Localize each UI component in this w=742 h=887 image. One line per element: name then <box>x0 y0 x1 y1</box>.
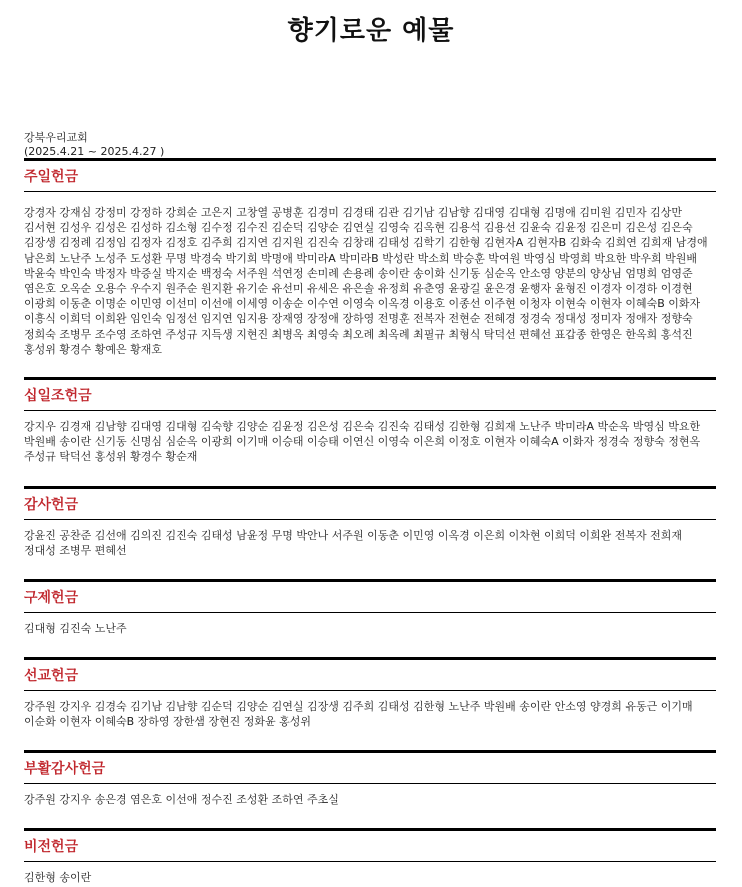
section-easter-thanksgiving-offering <box>24 750 716 807</box>
section-heading: 부활감사헌금 <box>24 761 106 777</box>
section-thanksgiving-offering <box>24 486 716 558</box>
section-heading: 주일헌금 <box>24 169 79 185</box>
section-sunday-offering <box>24 158 716 357</box>
section-heading: 감사헌금 <box>24 497 79 513</box>
section-mission-offering <box>24 657 716 729</box>
section-divider <box>24 612 716 613</box>
donor-names: 김대형 김진숙 노난주 <box>24 622 127 635</box>
donor-names: 강주원 강지우 김경숙 김기남 김남향 김순덕 김양순 김연실 김장생 김주희 김태성 김한형 노난주 박원배 송이란 안소영 양경희 유동근 이기매 이순화 이현자 이혜숙B 장하영 장한샘 장현진 정화윤 홍성위 <box>24 700 693 729</box>
section-divider <box>24 410 716 411</box>
donor-names: 김한형 송이란 <box>24 871 92 884</box>
section-tithe-offering <box>24 377 716 465</box>
donor-names: 강윤진 공찬준 김선애 김의진 김진숙 김태성 남윤정 무명 박안나 서주원 이동춘 이민영 이옥경 이은희 이차현 이희덕 이희완 전복자 전희재 정대성 조병무 편혜선 <box>24 529 682 558</box>
section-vision-offering <box>24 828 716 885</box>
section-heading: 비전헌금 <box>24 839 79 855</box>
page-title: 향기로운 예물 <box>287 16 455 46</box>
section-divider <box>24 519 716 520</box>
section-heading: 십일조헌금 <box>24 388 92 404</box>
section-divider <box>24 690 716 691</box>
section-heading: 구제헌금 <box>24 590 79 606</box>
week-period: (2025.4.21 ~ 2025.4.27 ) <box>24 145 165 158</box>
section-divider <box>24 783 716 784</box>
section-heading: 선교헌금 <box>24 668 79 684</box>
section-divider <box>24 861 716 862</box>
donor-names: 강경자 강재심 강정미 강정하 강희순 고은지 고창열 공병훈 김경미 김경태 김관 김기남 김남향 김대영 김대형 김명애 김미원 김민자 김상만 김서현 김성우 김성은 김성하 김소형 김수정 김수진 김순덕 김양순 김연실 김영숙 김옥현 김용석 김용선 김윤숙 김윤정 김은미 김은성 김은숙 김장생 김정례 김정임 김정자 김정호 김주희 김지연 김지원 김진숙 김창래 김태성 김학기 김한형 김현자A 김현자B 김화숙 김희연 김희재 남경애 남은희 노난주 노성주 도성환 무명 박경숙 박기희 박명애 박미라A 박미라B 박성란 박소희 박승훈 박여원 박영심 박영희 박요한 박우희 박원배 박윤숙 박인숙 박정자 박증실 박지순 백정숙 서주원 석연정 손미례 손용례 송이란 송이화 신기동 심순옥 안소영 양분의 양상님 엄명희 엄영준 염은호 오옥순 오용수 우수지 원주순 원지환 유기순 유선미 유세은 유은솔 유정희 유춘영 윤광길 윤은경 윤행자 윤형진 이경자 이경하 이경현 이광희 이동춘 이명순 이민영 이선미 이선애 이세영 이송순 이수연 이영숙 이옥경 이용호 이종선 이주현 이청자 이현숙 이현자 이혜숙B 이화자 이흥식 이희덕 이희완 임인숙 임정선 임지연 임지용 장재영 장정애 장하영 전명훈 전복자 전현순 전혜경 정경숙 정대성 정미자 정애자 정향숙 정희숙 조병무 조수영 조하연 주성규 지득생 지현진 최병옥 최영숙 최오례 최옥례 최필규 최형식 탁덕선 편혜선 표갑종 한영은 한옥희 홍석진 홍성위 황경수 황예은 황재호 <box>24 206 708 356</box>
section-divider <box>24 191 716 192</box>
donor-names: 강주원 강지우 송은경 염은호 이선애 정수진 조성환 조하연 주초실 <box>24 793 339 806</box>
church-name: 강북우리교회 <box>24 131 88 144</box>
bulletin-meta <box>24 131 164 159</box>
donor-names: 강지우 김경재 김남향 김대영 김대형 김숙향 김양순 김윤정 김은성 김은숙 김진숙 김태성 김한형 김희재 노난주 박미라A 박순옥 박영심 박요한 박원배 송이란 신기동 신명심 심순옥 이광희 이기매 이승태 이승태 이연신 이영숙 이은희 이정호 이현자 이혜숙A 이화자 정경숙 정향숙 정현옥 주성규 탁덕선 홍성위 황경수 황순재 <box>24 420 701 464</box>
section-relief-offering <box>24 579 716 636</box>
